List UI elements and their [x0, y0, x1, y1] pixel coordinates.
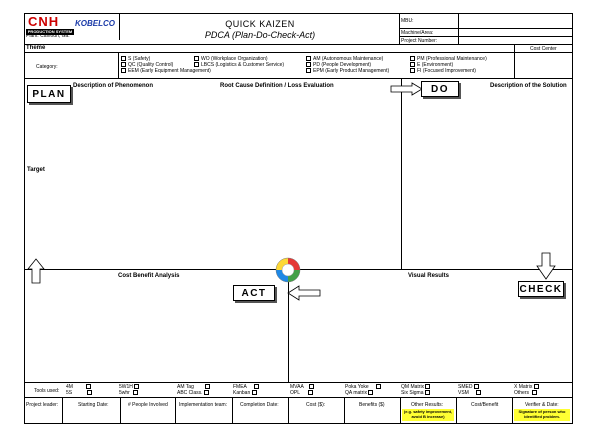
checkbox[interactable]: [534, 384, 539, 389]
machine-area-label: Machine/Area:: [401, 30, 434, 36]
category-option[interactable]: EEM (Early Equipment Management): [121, 68, 211, 74]
kobelco-logo: KOBELCO: [75, 19, 115, 28]
subtitle: PDCA (Plan-Do-Check-Act): [204, 30, 316, 40]
category-option[interactable]: PM (Professional Maintenance): [410, 56, 510, 62]
checkbox[interactable]: [194, 56, 199, 61]
category-option[interactable]: WO (Workplace Organization): [194, 56, 304, 62]
tool-option[interactable]: Poka Yoke: [345, 384, 383, 390]
description-solution-label: Description of the Solution: [490, 83, 567, 89]
pdca-cycle-icon: [275, 257, 301, 283]
checkbox[interactable]: [308, 390, 313, 395]
visual-results-label: Visual Results: [408, 273, 449, 279]
plan-do-divider: [401, 79, 402, 269]
checkbox[interactable]: [368, 390, 373, 395]
tool-group-3: [177, 384, 212, 396]
category-option[interactable]: AM (Autonomous Maintenance): [306, 56, 406, 62]
cost-benefit-footer-label: Cost/Benefit: [471, 402, 499, 408]
tool-option[interactable]: ABC Class.: [177, 390, 212, 396]
do-button[interactable]: DO: [421, 81, 459, 97]
tool-option[interactable]: AM Tag: [177, 384, 212, 390]
checkbox[interactable]: [425, 390, 430, 395]
checkbox[interactable]: [134, 384, 139, 389]
people-involved-label: # People Involved: [128, 402, 168, 408]
checkbox[interactable]: [121, 62, 126, 67]
checkbox[interactable]: [306, 62, 311, 67]
verifier-date-label: Verifier & Date:: [525, 402, 559, 408]
act-button[interactable]: ACT: [233, 285, 275, 301]
checkbox[interactable]: [194, 62, 199, 67]
checkbox[interactable]: [410, 68, 415, 73]
completion-date-label: Completion Date:: [240, 402, 279, 408]
tool-option[interactable]: SMED: [458, 384, 483, 390]
theme-row: [24, 44, 573, 53]
plant-label: Plant: Calhoun, Ga.: [26, 33, 70, 39]
checkbox[interactable]: [476, 390, 481, 395]
target-label: Target: [27, 167, 45, 173]
tool-option[interactable]: 4M: [66, 384, 94, 390]
verifier-note: Signature of person who identified problem.: [514, 409, 570, 421]
tool-group-6: [345, 384, 383, 396]
starting-date-label: Starting Date:: [78, 402, 109, 408]
checkbox[interactable]: [532, 390, 537, 395]
cnh-logo-text: CNH: [28, 14, 60, 29]
checkbox[interactable]: [133, 390, 138, 395]
tool-option[interactable]: OPL: [290, 390, 316, 396]
title: QUICK KAIZEN: [225, 19, 295, 29]
category-col-3: [306, 56, 406, 74]
tool-group-1: [66, 384, 94, 396]
arrow-right-icon: [390, 82, 424, 96]
category-col-4: [410, 56, 510, 74]
category-option[interactable]: FI (Focused Improvement): [410, 68, 510, 74]
tool-option[interactable]: Kanban: [233, 390, 261, 396]
checkbox[interactable]: [410, 62, 415, 67]
cost-label: Cost ($):: [306, 402, 326, 408]
tool-group-7: [401, 384, 432, 396]
category-col-2: [194, 56, 304, 68]
tool-option[interactable]: FMEA: [233, 384, 261, 390]
checkbox[interactable]: [254, 384, 259, 389]
tool-option[interactable]: 5whr: [119, 390, 141, 396]
category-option[interactable]: E (Environment): [410, 62, 510, 68]
arrow-left-icon: [287, 285, 321, 301]
checkbox[interactable]: [309, 384, 314, 389]
root-cause-label: Root Cause Definition / Loss Evaluation: [220, 83, 334, 89]
tool-option[interactable]: 5W1H: [119, 384, 141, 390]
checkbox[interactable]: [121, 68, 126, 73]
project-number-label: Project Number:: [401, 38, 438, 44]
checkbox[interactable]: [474, 384, 479, 389]
tool-option[interactable]: QA matrix: [345, 390, 383, 396]
category-option[interactable]: LBCS (Logistics & Customer Service): [194, 62, 304, 68]
tool-group-9: [514, 384, 541, 396]
checkbox[interactable]: [425, 384, 430, 389]
checkbox[interactable]: [252, 390, 257, 395]
implementation-team-label: Implementation team:: [179, 402, 228, 408]
checkbox[interactable]: [376, 384, 381, 389]
tools-label: Tools used:: [34, 388, 60, 394]
cnh-logo-sub: PRODUCTION SYSTEM: [27, 29, 73, 34]
theme-label: Theme: [26, 45, 46, 51]
arrow-down-icon: [536, 252, 556, 280]
cnh-logo: [28, 15, 72, 30]
cost-benefit-label: Cost Benefit Analysis: [118, 273, 180, 279]
project-leader-label: Project leader:: [26, 402, 59, 408]
tool-option[interactable]: QM Matrix: [401, 384, 432, 390]
tool-option[interactable]: 5S: [66, 390, 94, 396]
benefits-label: Benefits ($): [359, 402, 385, 408]
other-results-note: (e.g. safety improvement, avoid B increase): [403, 409, 453, 419]
other-results-label: Other Results:: [411, 402, 443, 408]
checkbox[interactable]: [306, 68, 311, 73]
tool-group-8: [458, 384, 483, 396]
mbu-label: MBU:: [401, 18, 414, 24]
tool-option[interactable]: Others: [514, 390, 541, 396]
plan-button[interactable]: PLAN: [27, 85, 71, 103]
category-option[interactable]: PD (People Development): [306, 62, 406, 68]
tool-group-2: [119, 384, 141, 396]
tool-group-5: [290, 384, 316, 396]
category-label: Category:: [36, 64, 58, 70]
tool-option[interactable]: Six Sigma: [401, 390, 432, 396]
check-button[interactable]: CHECK: [518, 281, 564, 297]
cost-center-label: Cost Center: [530, 46, 557, 52]
mbu-row: [399, 13, 573, 29]
checkbox[interactable]: [87, 390, 92, 395]
arrow-up-icon: [27, 258, 45, 284]
tool-group-4: [233, 384, 261, 396]
tool-option[interactable]: X Matrix: [514, 384, 541, 390]
checkbox[interactable]: [86, 384, 91, 389]
tool-option[interactable]: MVAA: [290, 384, 316, 390]
description-phenomenon-label: Description of Phenomenon: [73, 83, 154, 89]
checkbox[interactable]: [204, 390, 209, 395]
checkbox[interactable]: [121, 56, 126, 61]
checkbox[interactable]: [205, 384, 210, 389]
category-option[interactable]: EPM (Early Product Management): [306, 68, 406, 74]
category-option[interactable]: QC (Quality Control): [121, 62, 211, 68]
checkbox[interactable]: [410, 56, 415, 61]
category-option[interactable]: S (Safety): [121, 56, 211, 62]
tool-option[interactable]: VSM: [458, 390, 483, 396]
checkbox[interactable]: [306, 56, 311, 61]
